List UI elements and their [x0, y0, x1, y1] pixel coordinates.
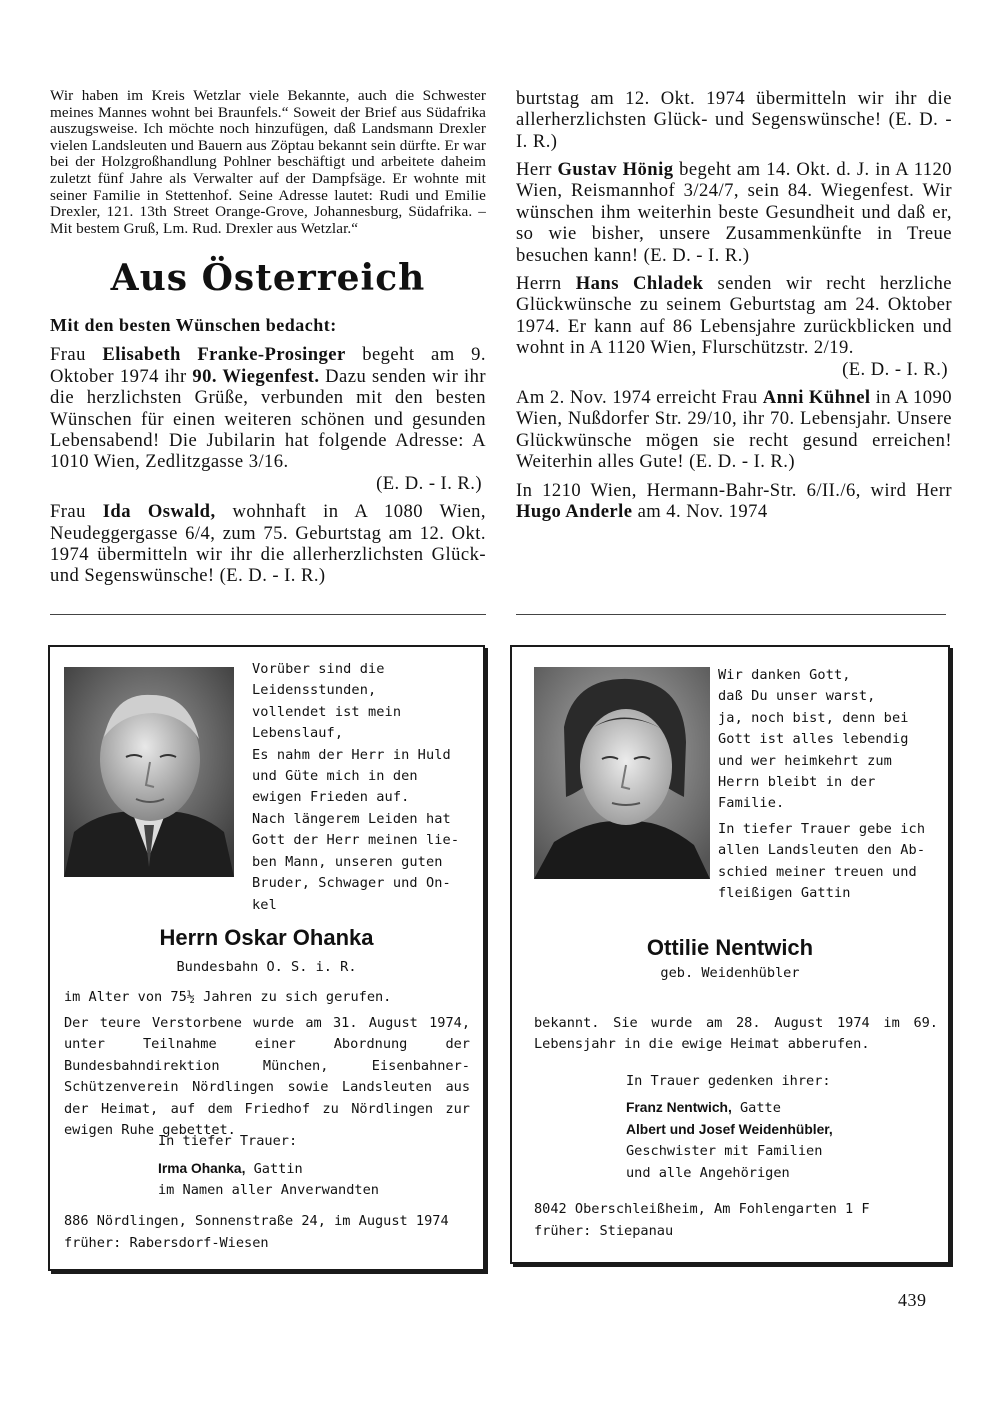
- obituary-ohanka-former: früher: Rabersdorf-Wiesen: [64, 1235, 269, 1251]
- entry-oswald-name: Ida Oswald,: [102, 501, 216, 523]
- obituary-nentwich-born: geb. Weidenhübler: [660, 965, 800, 981]
- obituary-nentwich-mourner2: Albert und Josef Weidenhübler,: [626, 1122, 833, 1137]
- obituary-nentwich-former: früher: Stiepanau: [534, 1223, 674, 1239]
- obituary-box-ohanka: [48, 645, 485, 1271]
- obituary-ohanka-called: im Alter von 75½ Jahren zu sich gerufen.: [64, 989, 392, 1005]
- entry-anderle-name: Hugo Anderle: [516, 501, 633, 523]
- section-title: Aus Österreich: [110, 257, 426, 300]
- entry-hoenig-name: Gustav Hönig: [557, 159, 674, 180]
- obituary-nentwich-mourn-label: In Trauer gedenken ihrer:: [626, 1073, 831, 1089]
- obituary-box-nentwich: [510, 645, 950, 1264]
- obituary-ohanka-text: Nach längerem Leiden hat Gott der Herr meinen lie- ben Mann, unseren guten Bruder, Schwager und On- kel: [252, 811, 460, 913]
- obituary-ohanka-burial: Der teure Verstorbene wurde am 31. August 1974, unter Teilnahme einer Abordnung der Bundesbahndirektion München, Eisenbahner-Schützenverein Nördlingen sowie Landsleuten aus der Heimat, auf dem Friedhof zu Nördlingen zur ewigen Ruhe gebettet.: [64, 1015, 470, 1139]
- obituary-ohanka-mourner-line2: im Namen aller Anverwandten: [158, 1182, 379, 1198]
- obituary-nentwich-mourner1: Franz Nentwich, Gatte: [626, 1100, 781, 1116]
- obituary-nentwich-address: 8042 Oberschleißheim, Am Fohlengarten 1 F: [534, 1201, 870, 1217]
- obituary-ohanka-title: Bundesbahn O. S. i. R.: [176, 959, 357, 975]
- obituary-ohanka-verse: Vorüber sind die Leidensstunden, vollendet ist mein Lebenslauf, Es nahm der Herr in Huld und Güte mich in den ewigen Frieden auf.: [252, 661, 451, 806]
- section-subtitle: Mit den besten Wünschen bedacht:: [50, 315, 337, 336]
- obituary-ohanka-address: 886 Nördlingen, Sonnenstraße 24, im August 1974: [64, 1213, 449, 1229]
- obituary-ohanka-name: Herrn Oskar Ohanka: [159, 925, 374, 950]
- entry-chladek: Herrn Hans Chladek senden wir recht herzliche Glückwünsche zu seinem Geburtstag am 24. Oktober 1974. Er kann auf 86 Lebensjahre zurückblicken und wohnt in A 1120 Wien, Flurschützstr. 2/19.: [516, 273, 953, 359]
- obituary-nentwich-name: Ottilie Nentwich: [646, 935, 814, 960]
- entry-oswald-continuation: [516, 88, 952, 152]
- page-number: 439: [898, 1290, 927, 1310]
- letter-text: Wir haben im Kreis Wetzlar viele Bekannte, auch die Schwester meines Mannes wohnt bei Braunfels.“ Soweit der Brief aus Südafrika auszugsweise. Ich möchte noch hinzufügen, daß Landsmann Drexler vielen Landsleuten und Bauern aus Zöptau bekannt sein dürfte. Er war bei der Holzgroßhandlung Pohlner beschäftigt und arbeitete daheim zuletzt fünf Jahre als Verwalter auf der Dampfsäge. Er wohnte mit seiner Familie in Stettenhof. Seine Adresse lautet: Rudi und Emilie Drexler, 121. 13th Street Orange-Grove, Johannesburg, Südafrika. – Mit bestem Gruß, Lm. Rud. Drexler aus Wetzlar.“: [50, 87, 486, 237]
- portrait-photo-ohanka: [64, 667, 234, 877]
- entry-chladek-name: Hans Chladek: [575, 273, 704, 295]
- obituary-nentwich-mourner3: Geschwister mit Familien: [626, 1143, 823, 1159]
- right-column: [516, 88, 952, 530]
- obituary-ohanka-mourn-label: In tiefer Trauer:: [158, 1133, 298, 1149]
- divider-left: [50, 614, 486, 615]
- entry-franke-name: Elisabeth Franke-Prosinger: [102, 344, 346, 366]
- obituary-nentwich-mourner4: und alle Angehörigen: [626, 1165, 790, 1181]
- entry-kuehnel-name: Anni Kühnel: [762, 387, 871, 409]
- entry-chladek-signature: (E. D. - I. R.): [842, 358, 948, 380]
- obituary-ohanka-mourner: Irma Ohanka, Gattin: [158, 1161, 303, 1177]
- entry-hoenig: Herr Gustav Hönig begeht am 14. Okt. d. J. in A 1120 Wien, Reismannhof 3/24/7, sein 84. Wiegenfest. Wir wünschen ihm weiterhin beste Gesundheit und daß er, so wie bisher, unsere Zusammenkünfte in Treue besuchen kann! (E. D. - I. R.): [516, 159, 953, 266]
- entry-franke: Frau Elisabeth Franke-Prosinger begeht am 9. Oktober 1974 ihr 90. Wiegenfest. Dazu senden wir ihr die herzlichsten Grüße, verbunden mit den besten Wünschen für einen weiteren schönen und gesunden Lebensabend! Die Jubilarin hat folgende Adresse: A 1010 Wien, Zedlitzgasse 3/16.: [50, 344, 486, 473]
- obituary-nentwich-known: bekannt. Sie wurde am 28. August 1974 im 69. Lebensjahr in die ewige Heimat abberufen.: [534, 1015, 938, 1053]
- divider-right: [516, 614, 946, 615]
- left-column: [50, 87, 486, 587]
- entry-anderle: In 1210 Wien, Hermann-Bahr-Str. 6/II./6, wird Herr Hugo Anderle am 4. Nov. 1974: [516, 479, 952, 523]
- obituary-nentwich-verse: Wir danken Gott, daß Du unser warst, ja, noch bist, denn bei Gott ist alles lebendig und wer heimkehrt zum Herrn bleibt in der Familie.: [718, 667, 909, 812]
- entry-franke-age: 90. Wiegenfest.: [192, 365, 320, 387]
- entry-franke-signature: (E. D. - I. R.): [376, 472, 482, 494]
- entry-kuehnel: Am 2. Nov. 1974 erreicht Frau Anni Kühnel in A 1090 Wien, Nußdorfer Str. 29/10, ihr 70. Lebensjahr. Unsere Glückwünsche mögen sie recht gesund erreichen! Weiterhin alles Gute! (E. D. - I. R.): [516, 387, 952, 473]
- entry-oswald-a: Frau Ida Oswald, wohnhaft in A 1080 Wien, Neudeggergasse 6/4, zum 75. Geburtstag am 12. Okt. 1974 übermitteln wir ihr die allerherzlichsten Glück- und Segenswünsche! (E. D. - I. R.): [50, 501, 486, 587]
- entry-oswald-b: burtstag am 12. Okt. 1974 übermitteln wir ihr die allerherzlichsten Glück- und Segenswünsche! (E. D. - I. R.): [516, 88, 952, 152]
- obituary-nentwich-text: In tiefer Trauer gebe ich allen Landsleuten den Ab- schied meiner treuen und fleißigen Gattin: [718, 821, 926, 902]
- portrait-photo-nentwich: [534, 667, 710, 879]
